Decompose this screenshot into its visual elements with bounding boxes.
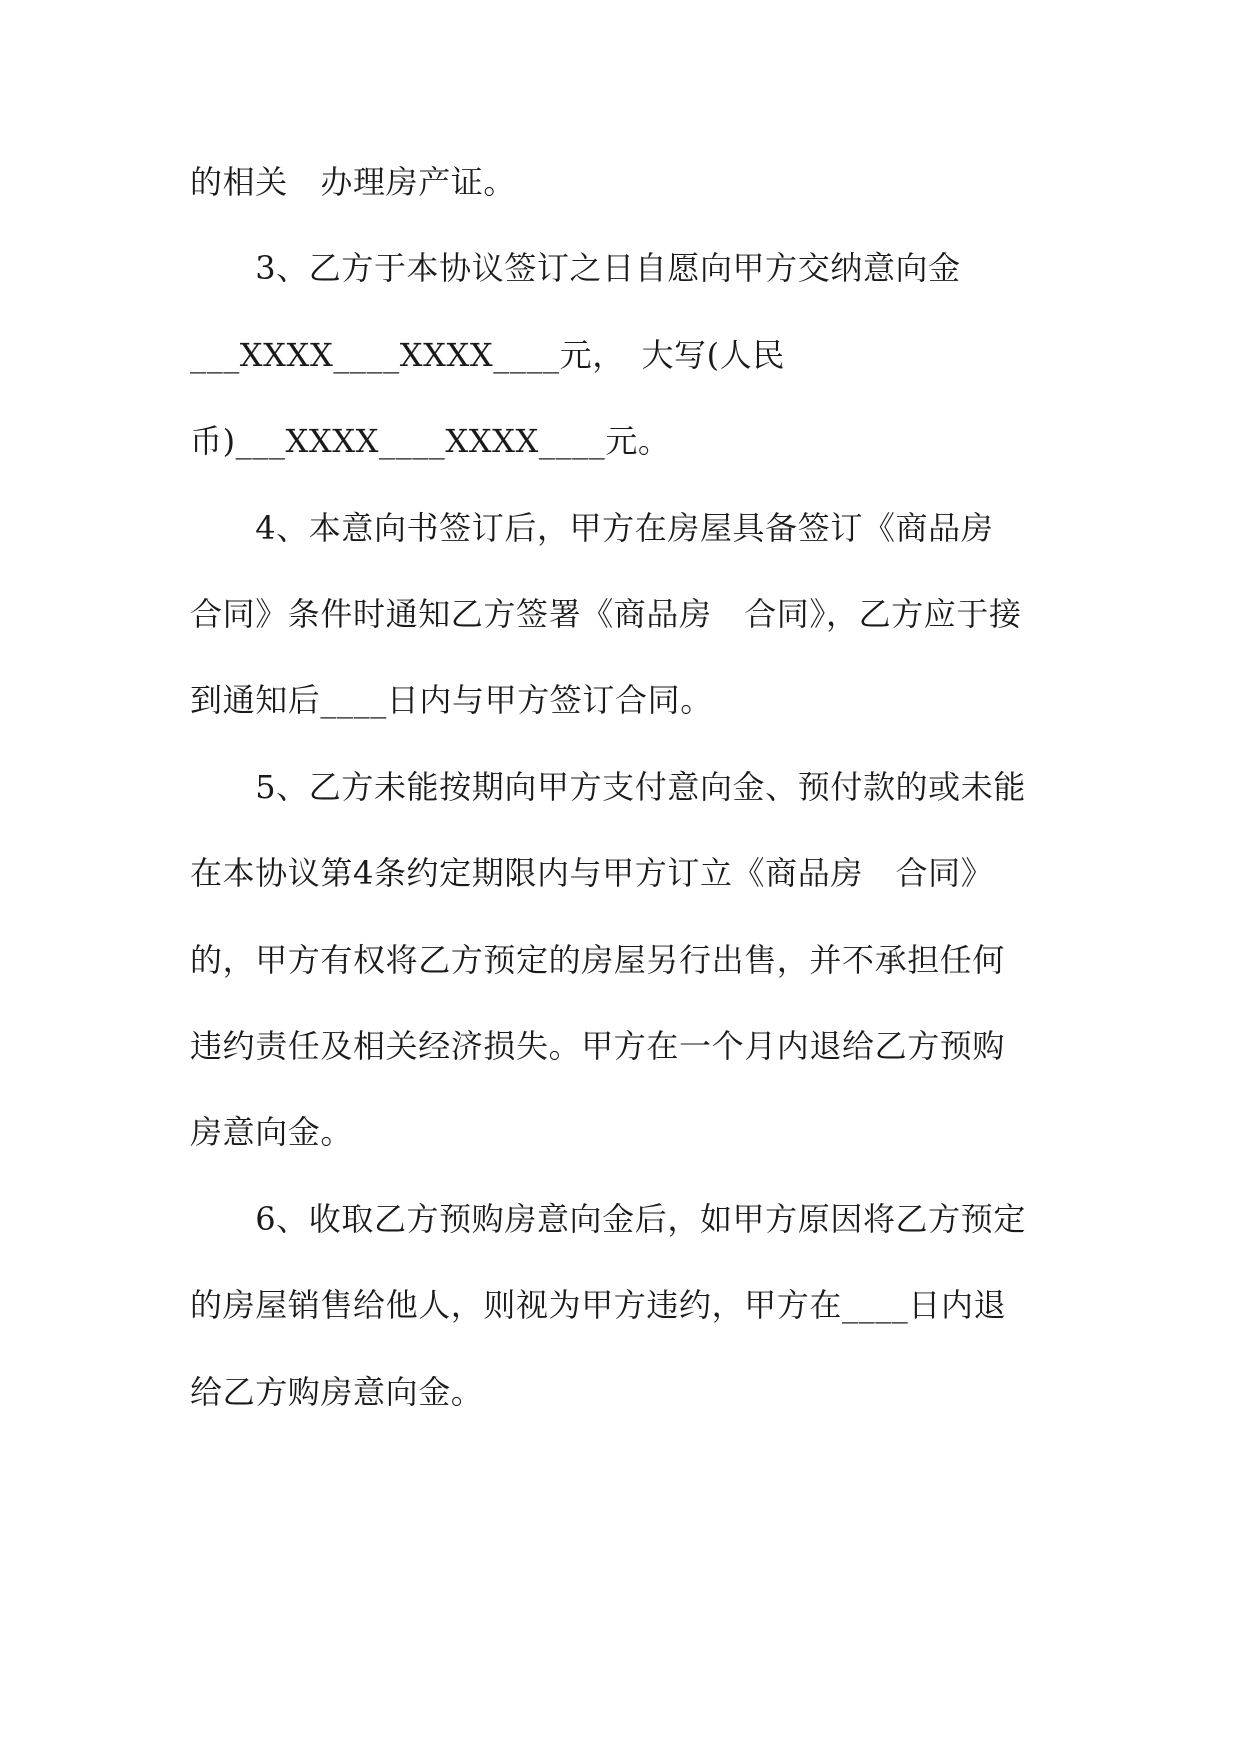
clause-6-line-3: 给乙方购房意向金。	[190, 1373, 484, 1411]
clause-4-line-3: 到通知后____日内与甲方签订合同。	[190, 681, 713, 719]
clause-6-line-2: 的房屋销售给他人，则视为甲方违约，甲方在____日内退	[190, 1286, 1007, 1324]
clause-4-line-2: 合同》条件时通知乙方签署《商品房 合同》，乙方应于接	[190, 595, 1022, 633]
clause-6-line-1: 6、收取乙方预购房意向金后，如甲方原因将乙方预定	[190, 1200, 1026, 1238]
clause-3-line-1: 3、乙方于本协议签订之日自愿向甲方交纳意向金	[190, 249, 961, 287]
clause-5-line-3: 的，甲方有权将乙方预定的房屋另行出售，并不承担任何	[190, 941, 1006, 979]
clause-5-line-2: 在本协议第4条约定期限内与甲方订立《商品房 合同》	[190, 854, 994, 892]
clause-5-line-1: 5、乙方未能按期向甲方支付意向金、预付款的或未能	[190, 768, 1026, 806]
clause-5-line-5: 房意向金。	[190, 1113, 354, 1151]
text-line: 的相关 办理房产证。	[190, 163, 517, 201]
clause-5-line-4: 违约责任及相关经济损失。甲方在一个月内退给乙方预购	[190, 1027, 1006, 1065]
clause-3-line-2: ___XXXX____XXXX____元， 大写(人民	[190, 336, 785, 374]
clause-4-line-1: 4、本意向书签订后，甲方在房屋具备签订《商品房	[190, 509, 994, 547]
clause-3-line-3: 币)___XXXX____XXXX____元。	[190, 422, 671, 460]
